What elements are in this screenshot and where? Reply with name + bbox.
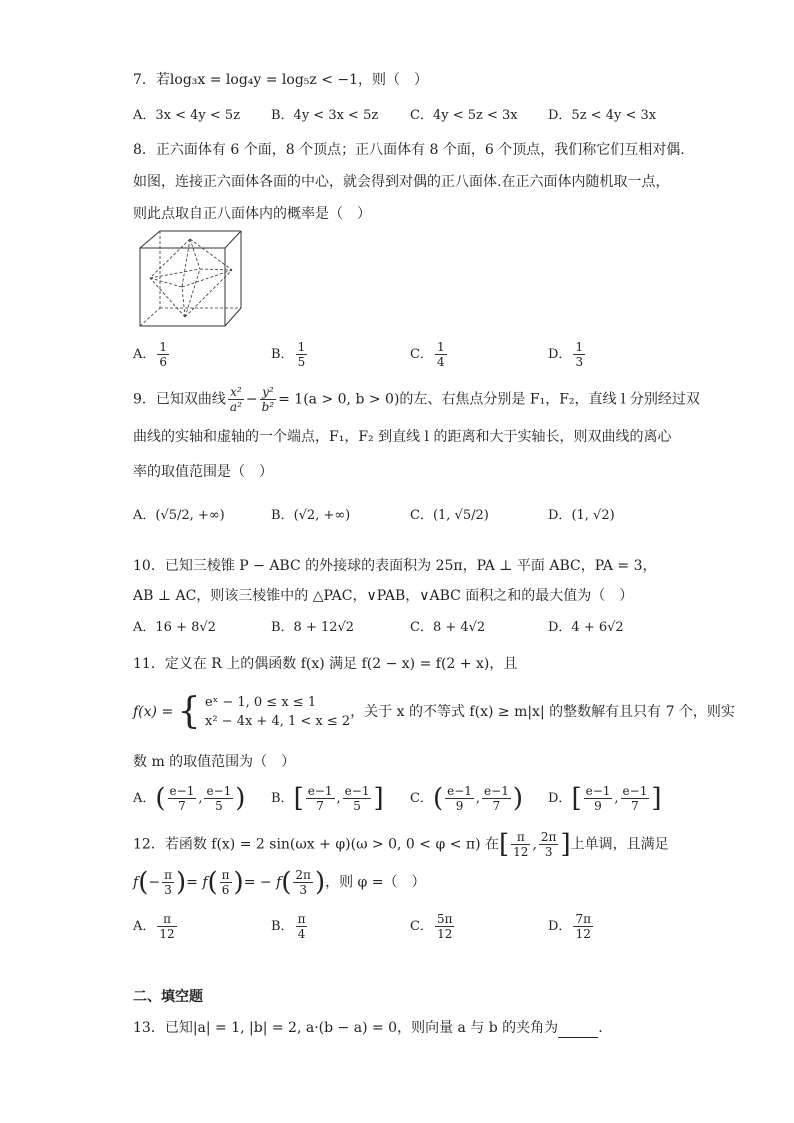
cube-octahedron-figure (135, 228, 245, 330)
q9-option-b: B．(√2, +∞) (271, 508, 351, 523)
q9-line-2: 曲线的实轴和虚轴的一个端点，F₁，F₂ 到直线 l 的距离和大于实轴长，则双曲线的离心 (133, 429, 672, 445)
section-title: 二、填空题 (133, 989, 203, 1005)
q10-option-d: D．4 + 6√2 (548, 620, 624, 635)
q8-line-2: 如图，连接正六面体各面的中心，就会得到对偶的正八面体.在正六面体内随机取一点， (133, 174, 670, 190)
q8-line-3: 则此点取自正八面体内的概率是（ ） (133, 206, 371, 222)
q11-option-b: B．[ $\frac{e-1}{7}$ , $\frac{e-1}{5}$ ] (271, 783, 384, 814)
q11-option-d: D．[ $\frac{e-1}{9}$ , $\frac{e-1}{7}$ ] (548, 783, 662, 814)
q12-line-1: 12．若函数 f(x) = 2 sin(ωx + φ)(ω > 0, 0 < φ < π) 在[ $\frac{\pi}{12}$ , $\frac{2\pi}{3}$ ]上单调，且满足 (133, 829, 669, 860)
q9-option-d: D．(1, √2) (548, 508, 615, 523)
q9-option-a: A．(√5/2, +∞) (133, 508, 225, 523)
q11-option-c: C．( $\frac{e-1}{9}$ , $\frac{e-1}{7}$ ) (410, 783, 523, 814)
q11-line-2: f(x) = { eˣ − 1, 0 ≤ x ≤ 1 x² − 4x + 4, 1 < x ≤ 2 ，关于 x 的不等式 f(x) ≥ m|x| 的整数解有且只有 7 个，则实 (133, 691, 735, 732)
q12-option-d: D． $\frac{7\pi}{12}$ (548, 912, 591, 941)
q10-option-c: C．8 + 4√2 (410, 620, 486, 635)
q13-line: 13．已知|a| = 1, |b| = 2, a·(b − a) = 0，则向量 a 与 b 的夹角为 . (133, 1020, 603, 1036)
q7-option-c: C．4y < 5z < 3x (410, 108, 518, 123)
q7-stem: 7．若log₃x = log₄y = log₅z < −1，则（ ） (133, 72, 429, 88)
q11-case-1: eˣ − 1, 0 ≤ x ≤ 1 (205, 695, 317, 710)
q10-option-b: B．8 + 12√2 (271, 620, 355, 635)
answer-blank (558, 1023, 598, 1038)
q9-line-1: 9．已知双曲线 $\frac{\text{x²}}{\text{a²}}$ − $\frac{\text{y²}}{\text{b²}}$ = 1(a > 0, b > 0)的左、右焦点分别是 F₁，F₂，直线 l 分别经过双 (133, 385, 700, 414)
q9-option-c: C．(1, √5/2) (410, 508, 489, 523)
q10-line-2: AB ⊥ AC，则该三棱锥中的 △PAC，∨PAB，∨ABC 面积之和的最大值为（ ） (133, 588, 634, 604)
q12-option-b: B． $\frac{\pi}{4}$ (271, 912, 306, 941)
q12-option-c: C． $\frac{5\pi}{12}$ (410, 912, 453, 941)
q11-line-1: 11．定义在 R 上的偶函数 f(x) 满足 f(2 − x) = f(2 + x)，且 (133, 656, 518, 672)
q10-option-a: A．16 + 8√2 (133, 620, 216, 635)
q8-option-a: A． $\frac{1}{6}$ (133, 340, 168, 369)
q7-option-b: B．4y < 3x < 5z (271, 108, 379, 123)
q7-option-d: D．5z < 4y < 3x (548, 108, 657, 123)
q11-option-a: A．( $\frac{e-1}{7}$ , $\frac{e-1}{5}$ ) (133, 783, 246, 814)
q8-line-1: 8．正六面体有 6 个面，8 个顶点；正八面体有 8 个面，6 个顶点，我们称它们互相对偶. (133, 142, 685, 158)
q8-option-b: B． $\frac{1}{5}$ (271, 340, 306, 369)
q9-line-3: 率的取值范围是（ ） (133, 464, 273, 480)
q12-option-a: A． $\frac{\pi}{12}$ (133, 912, 175, 941)
q10-line-1: 10．已知三棱锥 P − ABC 的外接球的表面积为 25π，PA ⊥ 平面 ABC，PA = 3， (133, 558, 657, 574)
q11-line-3: 数 m 的取值范围为（ ） (133, 754, 296, 770)
q12-line-2: f(− $\frac{\pi}{3}$ )= f( $\frac{\pi}{6}$ )= − f( $\frac{2\pi}{3}$ )，则 φ =（ ） (133, 867, 426, 898)
q8-option-c: C． $\frac{1}{4}$ (410, 340, 445, 369)
q8-option-d: D． $\frac{1}{3}$ (548, 340, 584, 369)
q11-case-2: x² − 4x + 4, 1 < x ≤ 2 (205, 714, 351, 729)
q7-option-a: A．3x < 4y < 5z (133, 108, 241, 123)
